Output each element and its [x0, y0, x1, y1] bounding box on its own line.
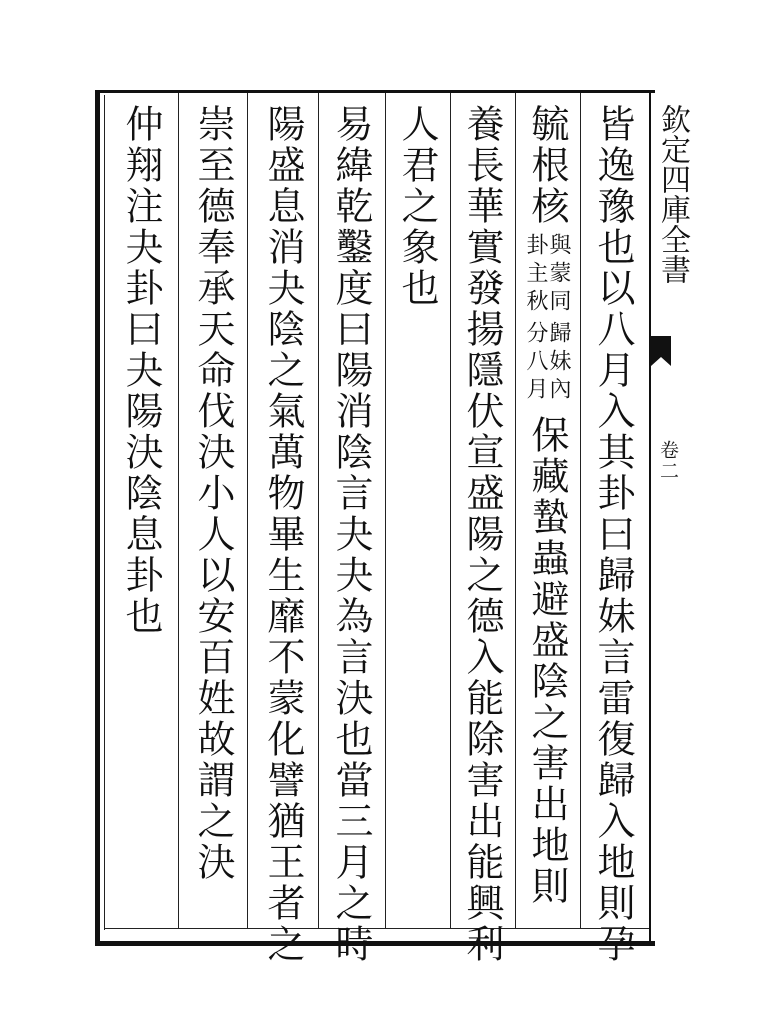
border-inner-line — [104, 95, 105, 930]
text-segment: 毓根核 — [525, 104, 569, 227]
column-divider — [385, 93, 386, 929]
text-column-with-note — [524, 104, 570, 934]
text-column: 仲翔注夬卦曰夬陽決陰息卦也 — [119, 104, 163, 637]
column-divider — [318, 93, 319, 929]
text-column: 皆逸豫也以八月入其卦曰歸妹言雷復歸入地則孕 — [591, 104, 635, 965]
text-column: 易緯乾鑿度曰陽消陰言夬夬為言決也當三月之時 — [329, 104, 373, 965]
note-line: 歸妹內 — [546, 321, 571, 405]
text-column: 養長華實發揚隱伏宣盛陽之德入能除害出能興利 — [460, 104, 504, 965]
column-divider — [178, 93, 179, 929]
note-line: 與蒙同 — [546, 233, 571, 317]
margin-title: 欽定四庫全書 — [655, 104, 690, 284]
note-line: 分八月 — [523, 321, 548, 405]
juan-number: 卷二 — [657, 440, 679, 482]
note-line: 卦主秋 — [523, 233, 548, 317]
text-column: 人君之象也 — [395, 104, 439, 309]
column-divider — [515, 93, 516, 929]
column-divider — [450, 93, 451, 929]
interlinear-note — [524, 233, 570, 409]
text-column: 陽盛息消夬陰之氣萬物畢生靡不蒙化譬猶王者之 — [261, 104, 305, 965]
border-right-line — [649, 90, 651, 943]
column-divider — [247, 93, 248, 929]
text-column: 崇至德奉承天命伐決小人以安百姓故謂之決 — [191, 104, 235, 883]
text-segment: 保藏蟄蟲避盛陰之害出地則 — [525, 415, 569, 907]
column-divider — [580, 93, 581, 929]
fishtail-mark-icon — [651, 336, 671, 366]
page-border — [95, 90, 655, 946]
